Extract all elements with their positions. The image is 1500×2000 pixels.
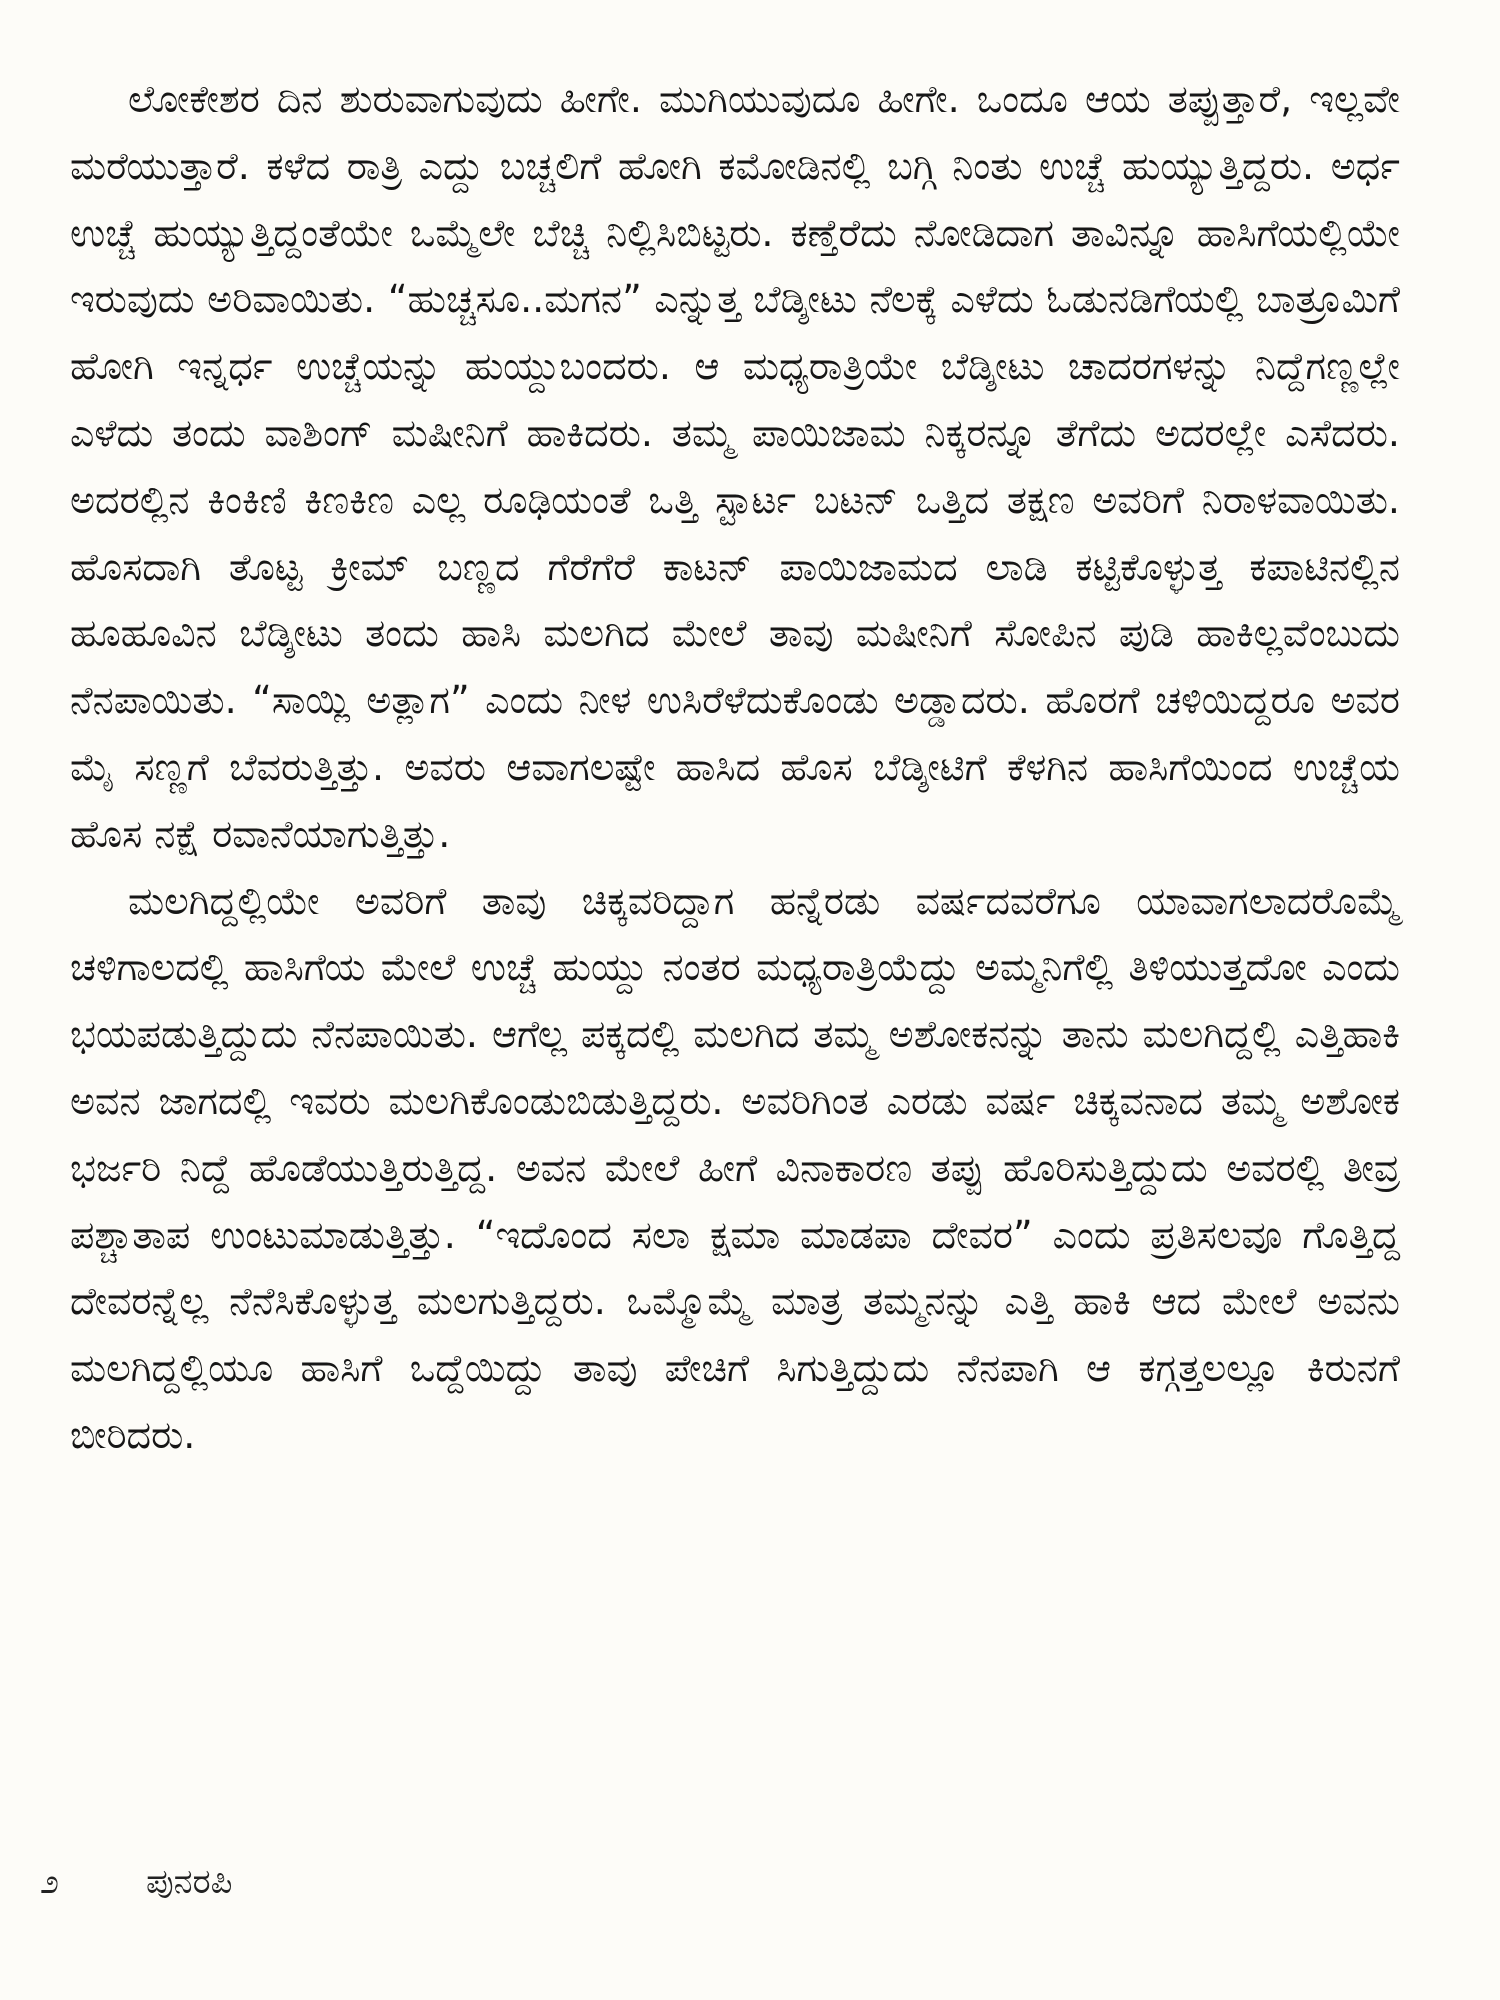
- page-number: ೨: [40, 1862, 60, 1902]
- paragraph: ಲೋಕೇಶರ ದಿನ ಶುರುವಾಗುವುದು ಹೀಗೇ. ಮುಗಿಯುವುದೂ ಹೀಗೇ. ಒಂದೂ ಆಯ ತಪ್ಪುತ್ತಾರೆ, ಇಲ್ಲವೇ ಮರೆಯುತ್ತಾರೆ. ಕಳೆದ ರಾತ್ರಿ ಎದ್ದು ಬಚ್ಚಲಿಗೆ ಹೋಗಿ ಕಮೋಡಿನಲ್ಲಿ ಬಗ್ಗಿ ನಿಂತು ಉಚ್ಚೆ ಹುಯ್ಯುತ್ತಿದ್ದರು. ಅರ್ಧ ಉಚ್ಚೆ ಹುಯ್ಯುತ್ತಿದ್ದಂತೆಯೇ ಒಮ್ಮೆಲೇ ಬೆಚ್ಚಿ ನಿಲ್ಲಿಸಿಬಿಟ್ಟರು. ಕಣ್ತೆರೆದು ನೋಡಿದಾಗ ತಾವಿನ್ನೂ ಹಾಸಿಗೆಯಲ್ಲಿಯೇ ಇರುವುದು ಅರಿವಾಯಿತು. “ಹುಚ್ಚಸೂ..ಮಗನ” ಎನ್ನುತ್ತ ಬೆಡ್ಶೀಟು ನೆಲಕ್ಕೆ ಎಳೆದು ಓಡುನಡಿಗೆಯಲ್ಲಿ ಬಾತ್ರೂಮಿಗೆ ಹೋಗಿ ಇನ್ನರ್ಧ ಉಚ್ಚೆಯನ್ನು ಹುಯ್ದುಬಂದರು. ಆ ಮಧ್ಯರಾತ್ರಿಯೇ ಬೆಡ್ಶೀಟು ಚಾದರಗಳನ್ನು ನಿದ್ದೆಗಣ್ಣಲ್ಲೇ ಎಳೆದು ತಂದು ವಾಶಿಂಗ್ ಮಷೀನಿಗೆ ಹಾಕಿದರು. ತಮ್ಮ ಪಾಯಿಜಾಮ ನಿಕ್ಕರನ್ನೂ ತೆಗೆದು ಅದರಲ್ಲೇ ಎಸೆದರು. ಅದರಲ್ಲಿನ ಕಿಂಕಿಣಿ ಕಿಣಕಿಣ ಎಲ್ಲ ರೂಢಿಯಂತೆ ಒತ್ತಿ ಸ್ಟಾರ್ಟ ಬಟನ್ ಒತ್ತಿದ ತಕ್ಷಣ ಅವರಿಗೆ ನಿರಾಳವಾಯಿತು. ಹೊಸದಾಗಿ ತೊಟ್ಟ ಕ್ರೀಮ್ ಬಣ್ಣದ ಗೆರೆಗೆರೆ ಕಾಟನ್ ಪಾಯಿಜಾಮದ ಲಾಡಿ ಕಟ್ಟಿಕೊಳ್ಳುತ್ತ ಕಪಾಟಿನಲ್ಲಿನ ಹೂಹೂವಿನ ಬೆಡ್ಶೀಟು ತಂದು ಹಾಸಿ ಮಲಗಿದ ಮೇಲೆ ತಾವು ಮಷೀನಿಗೆ ಸೋಪಿನ ಪುಡಿ ಹಾಕಿಲ್ಲವೆಂಬುದು ನೆನಪಾಯಿತು. “ಸಾಯ್ಲಿ ಅತ್ಲಾಗ” ಎಂದು ನೀಳ ಉಸಿರೆಳೆದುಕೊಂಡು ಅಡ್ಡಾದರು. ಹೊರಗೆ ಚಳಿಯಿದ್ದರೂ ಅವರ ಮೈ ಸಣ್ಣಗೆ ಬೆವರುತ್ತಿತ್ತು. ಅವರು ಆವಾಗಲಷ್ಟೇ ಹಾಸಿದ ಹೊಸ ಬೆಡ್ಶೀಟಿಗೆ ಕೆಳಗಿನ ಹಾಸಿಗೆಯಿಂದ ಉಚ್ಚೆಯ ಹೊಸ ನಕ್ಷೆ ರವಾನೆಯಾಗುತ್ತಿತ್ತು.: [70, 77, 1400, 856]
- book-title: ಪುನರಪಿ: [146, 1862, 233, 1902]
- body-text: [70, 66, 1400, 1469]
- page-footer: [40, 1852, 232, 1912]
- paragraph: ಮಲಗಿದ್ದಲ್ಲಿಯೇ ಅವರಿಗೆ ತಾವು ಚಿಕ್ಕವರಿದ್ದಾಗ ಹನ್ನೆರಡು ವರ್ಷದವರೆಗೂ ಯಾವಾಗಲಾದರೊಮ್ಮೆ ಚಳಿಗಾಲದಲ್ಲಿ ಹಾಸಿಗೆಯ ಮೇಲೆ ಉಚ್ಚೆ ಹುಯ್ದು ನಂತರ ಮಧ್ಯರಾತ್ರಿಯೆದ್ದು ಅಮ್ಮನಿಗೆಲ್ಲಿ ತಿಳಿಯುತ್ತದೋ ಎಂದು ಭಯಪಡುತ್ತಿದ್ದುದು ನೆನಪಾಯಿತು. ಆಗೆಲ್ಲ ಪಕ್ಕದಲ್ಲಿ ಮಲಗಿದ ತಮ್ಮ ಅಶೋಕನನ್ನು ತಾನು ಮಲಗಿದ್ದಲ್ಲಿ ಎತ್ತಿಹಾಕಿ ಅವನ ಜಾಗದಲ್ಲಿ ಇವರು ಮಲಗಿಕೊಂಡುಬಿಡುತ್ತಿದ್ದರು. ಅವರಿಗಿಂತ ಎರಡು ವರ್ಷ ಚಿಕ್ಕವನಾದ ತಮ್ಮ ಅಶೋಕ ಭರ್ಜರಿ ನಿದ್ದೆ ಹೊಡೆಯುತ್ತಿರುತ್ತಿದ್ದ. ಅವನ ಮೇಲೆ ಹೀಗೆ ವಿನಾಕಾರಣ ತಪ್ಪು ಹೊರಿಸುತ್ತಿದ್ದುದು ಅವರಲ್ಲಿ ತೀವ್ರ ಪಶ್ಚಾತಾಪ ಉಂಟುಮಾಡುತ್ತಿತ್ತು. “ಇದೊಂದ ಸಲಾ ಕ್ಷಮಾ ಮಾಡಪಾ ದೇವರ” ಎಂದು ಪ್ರತಿಸಲವೂ ಗೊತ್ತಿದ್ದ ದೇವರನ್ನೆಲ್ಲ ನೆನೆಸಿಕೊಳ್ಳುತ್ತ ಮಲಗುತ್ತಿದ್ದರು. ಒಮ್ಮೊಮ್ಮೆ ಮಾತ್ರ ತಮ್ಮನನ್ನು ಎತ್ತಿ ಹಾಕಿ ಆದ ಮೇಲೆ ಅವನು ಮಲಗಿದ್ದಲ್ಲಿಯೂ ಹಾಸಿಗೆ ಒದ್ದೆಯಿದ್ದು ತಾವು ಪೇಚಿಗೆ ಸಿಗುತ್ತಿದ್ದುದು ನೆನಪಾಗಿ ಆ ಕಗ್ಗತ್ತಲಲ್ಲೂ ಕಿರುನಗೆ ಬೀರಿದರು.: [70, 878, 1401, 1457]
